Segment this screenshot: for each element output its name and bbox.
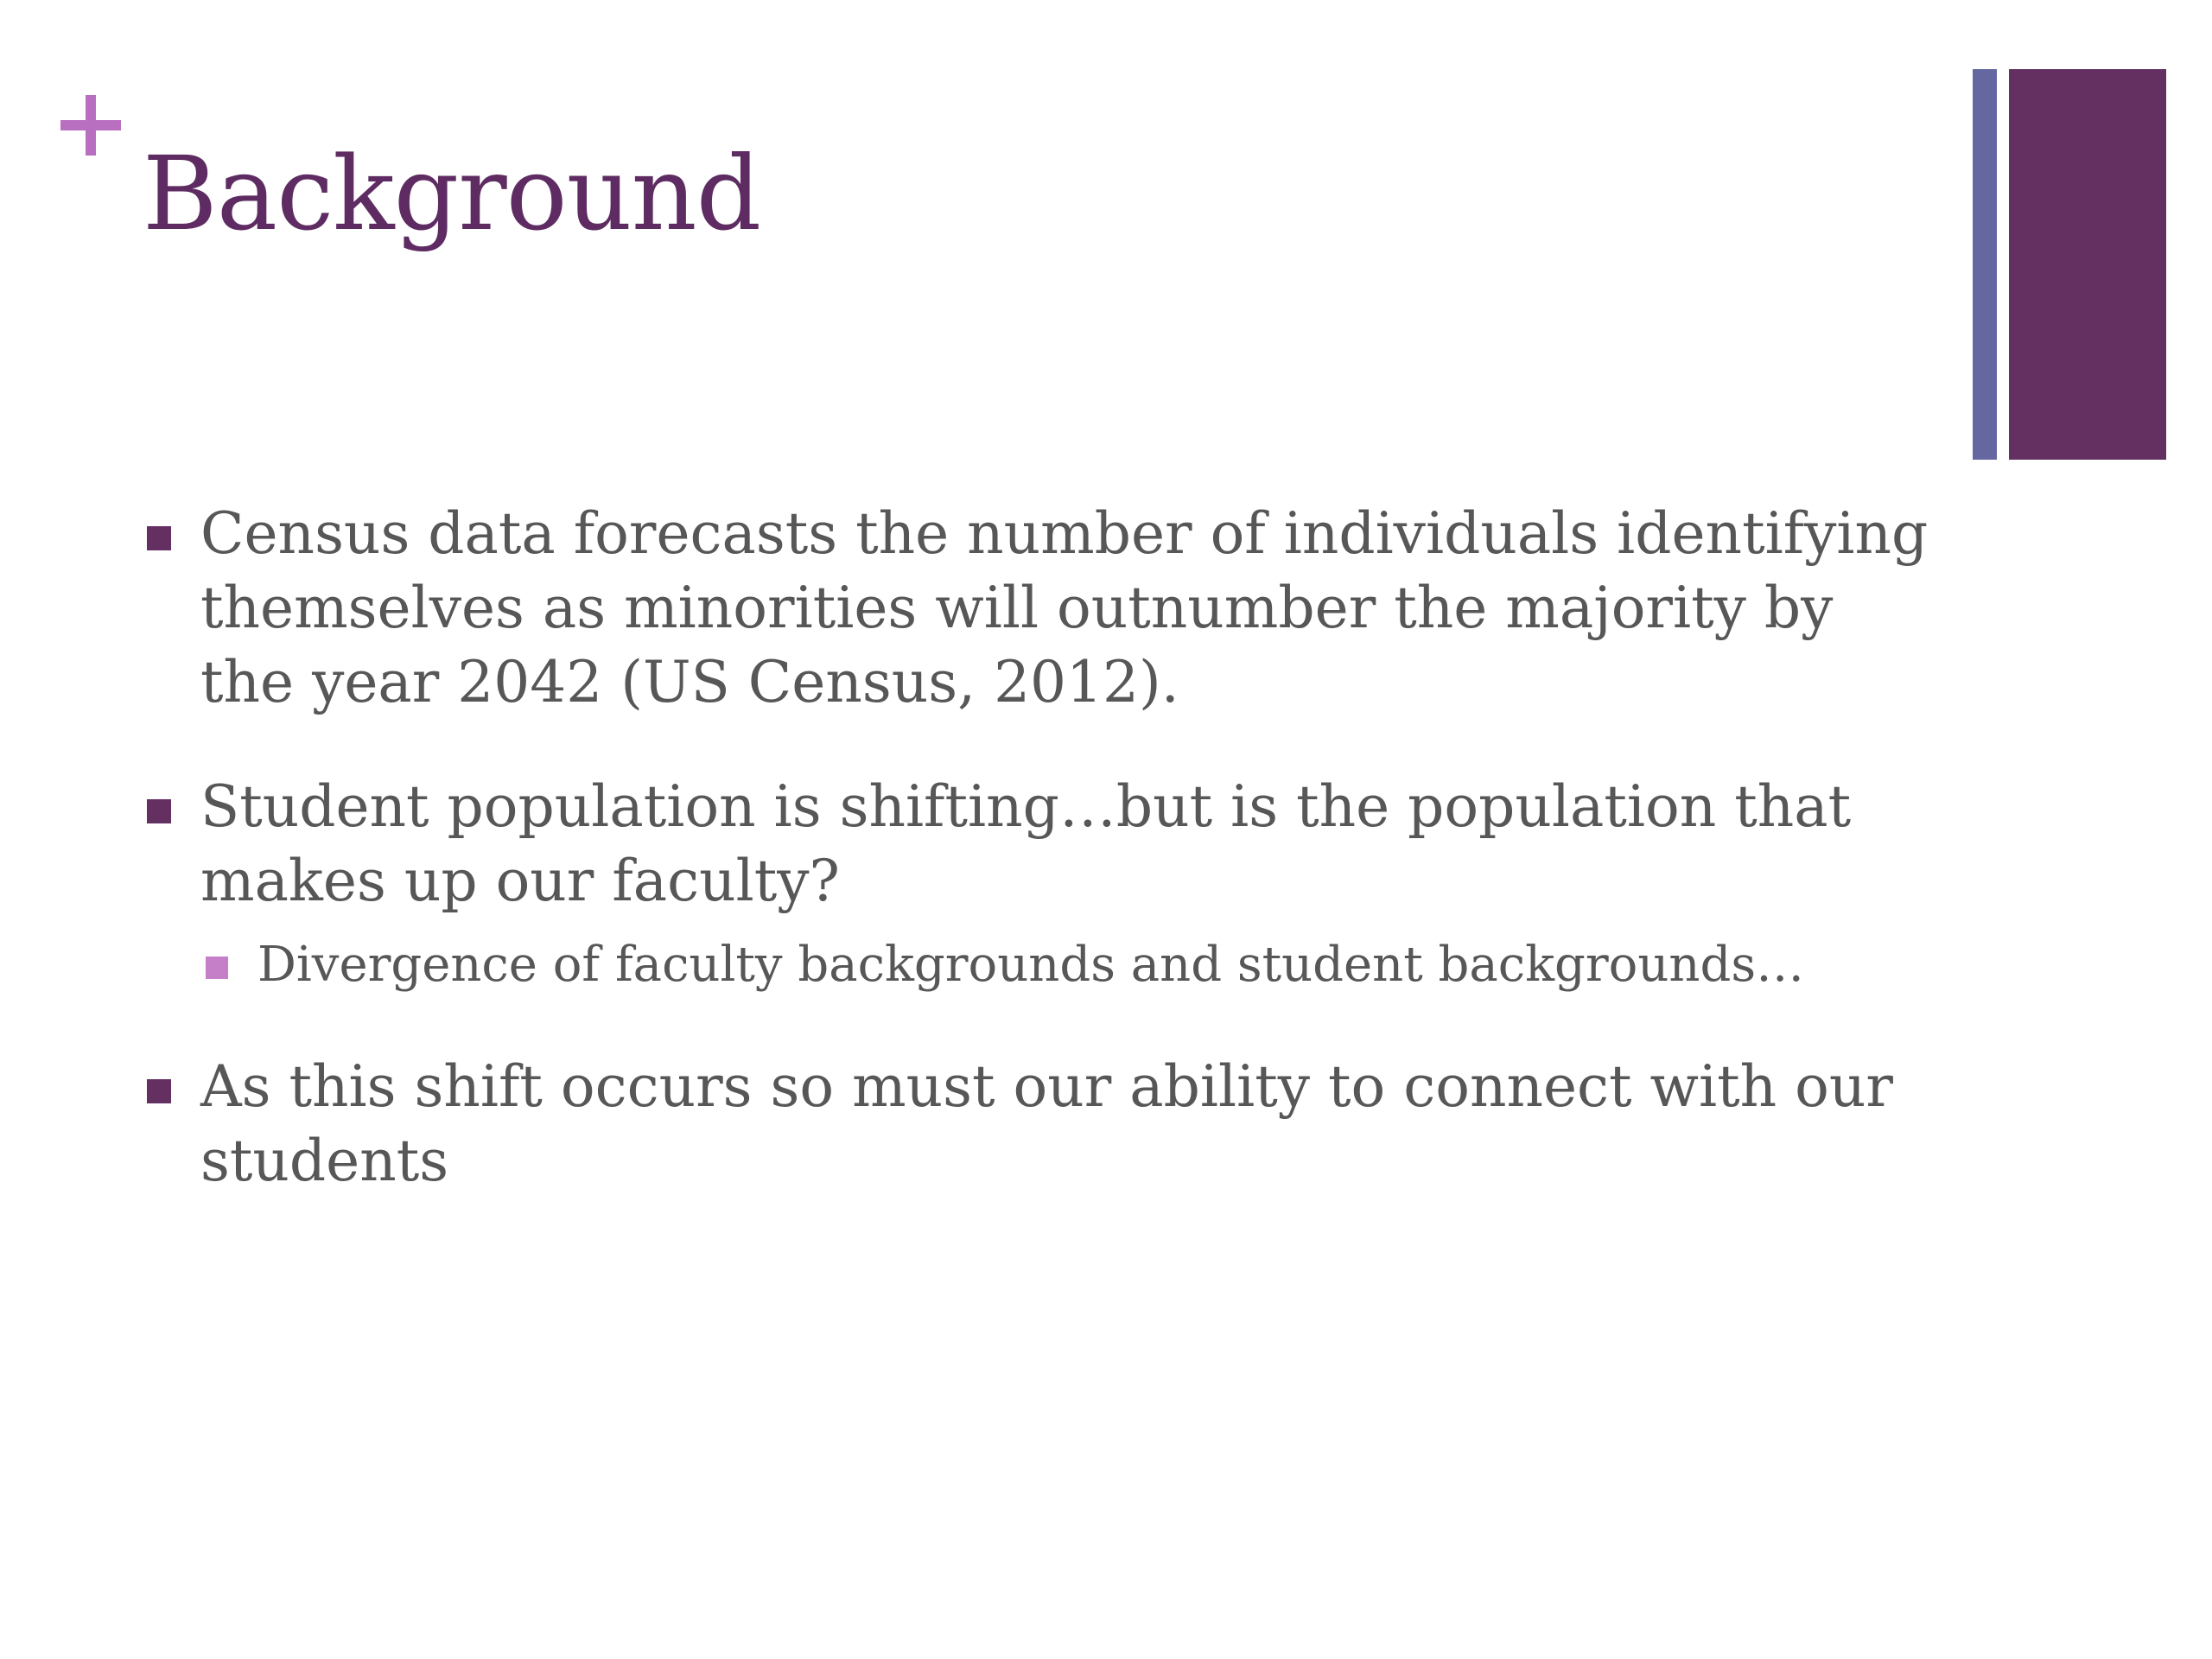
square-bullet-icon <box>147 799 171 823</box>
square-bullet-icon <box>147 526 171 550</box>
decorative-bar-wide <box>2009 69 2166 460</box>
square-bullet-icon <box>147 1079 171 1103</box>
bullet-item <box>147 497 1944 720</box>
bullet-item <box>147 770 1944 918</box>
plus-icon <box>60 95 121 156</box>
bullet-text: As this shift occurs so must our ability to connect with our students <box>200 1053 1893 1194</box>
plus-icon-vertical <box>86 95 96 156</box>
bullet-text: Census data forecasts the number of individuals identifying themselves as minorities will outnumber the majority by the year 2042 (US Census, 2012). <box>200 500 1929 715</box>
square-sub-bullet-icon <box>206 957 228 979</box>
decorative-bar-thin <box>1973 69 1997 460</box>
sub-bullet-text: Divergence of faculty backgrounds and student backgrounds… <box>257 937 1805 993</box>
bullet-item <box>147 1050 1944 1198</box>
bullet-text: Student population is shifting…but is the population that makes up our faculty? <box>200 773 1852 914</box>
bullet-list <box>147 497 1944 1249</box>
sub-bullet-item <box>206 931 1944 1000</box>
slide-title: Background <box>143 134 761 253</box>
